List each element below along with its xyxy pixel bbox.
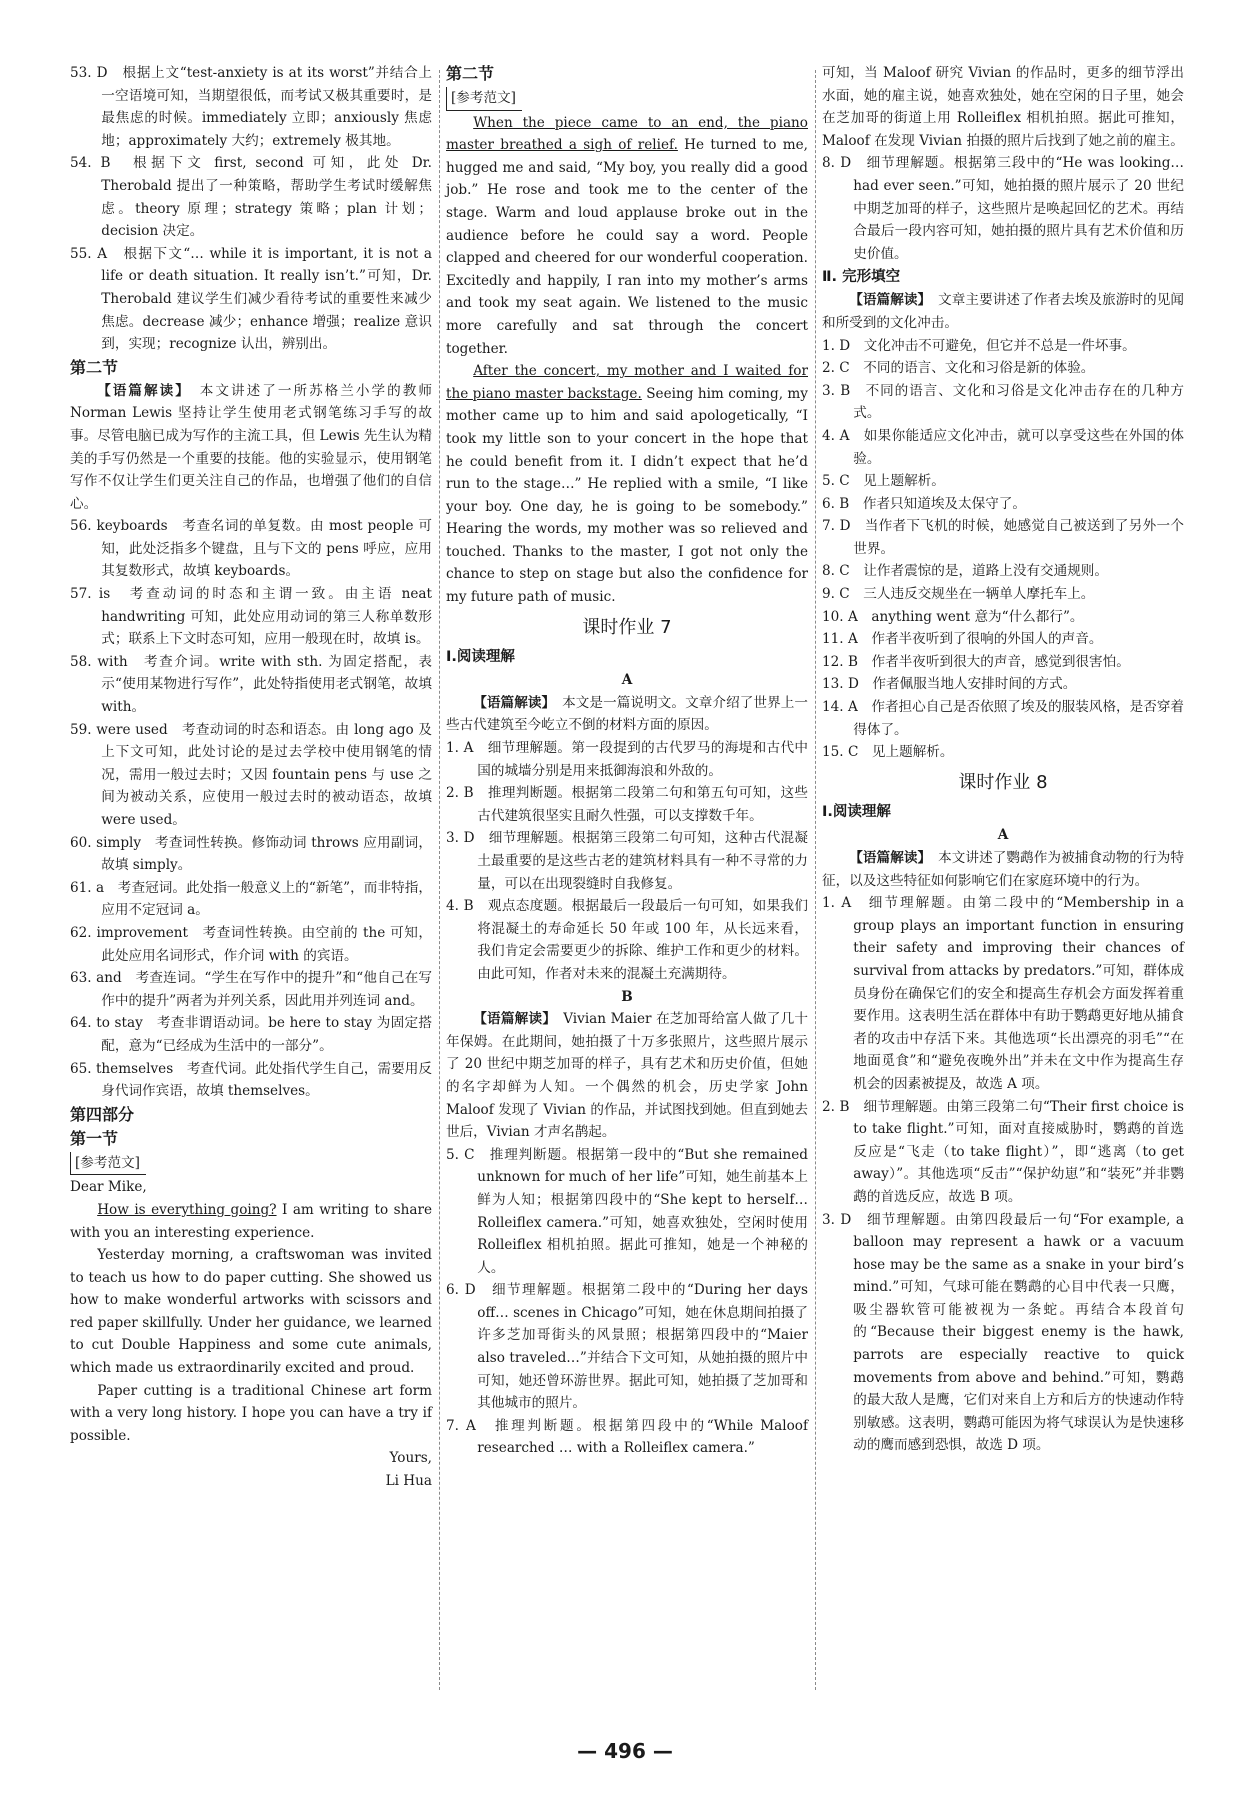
answer-item: 3. D 细节理解题。由第四段最后一句“For example, a balloon may represent a hawk or a vacuum hose may be the same as a snake in your bird’s mind.”可知，气球可能在鹦鹉的心目中代表一只鹰，吸尘器软管可能被视为一条蛇。再结合本段首句的“Because their biggest enemy is the hawk, parrots are especially reactive to quick movements from above and behind.”可知，鹦鹉的最大敌人是鹰，它们对来自上方和后方的快速动作特别敏感。这表明，鹦鹉可能因为将气球误认为是快速移动的鹰而感到恐惧，故选 D 项。 bbox=[822, 1211, 1184, 1454]
answer-item: 7. D 当作者下飞机的时候，她感觉自己被送到了另外一个世界。 bbox=[822, 518, 1184, 557]
answer-item: 14. A 作者担心自己是否依照了埃及的服装风格，是否穿着得体了。 bbox=[822, 699, 1185, 738]
text-paragraph bbox=[446, 692, 808, 737]
column-middle bbox=[446, 62, 808, 1460]
section-heading: Ⅰ.阅读理解 bbox=[446, 649, 515, 666]
paragraph-text: 本文是一篇说明文。文章介绍了世界上一些古代建筑至今屹立不倒的材料方面的原因。 bbox=[446, 694, 809, 734]
text-paragraph bbox=[446, 112, 808, 361]
answer-item: 4. A 如果你能适应文化冲击，就可以享受这些在外国的体验。 bbox=[822, 427, 1184, 467]
underlined-sentence: When the piece came to an end, the piano master breathed a sigh of relief. bbox=[446, 114, 808, 154]
answer-item: 12. B 作者半夜听到很大的声音，感觉到很害怕。 bbox=[822, 653, 1130, 670]
underlined-sentence: After the concert, my mother and I waited for the piano master backstage. bbox=[446, 363, 808, 402]
answer-item: 5. C 推理判断题。根据第一段中的“But she remained unknown for much of her life”可知，她生前基本上鲜为人知；根据第四段中的“She kept to herself… Rolleiflex camera.”可知，她喜欢独处，空闲时使用 Rolleiflex 相机拍照。据此可推知，她是一个神秘的人。 bbox=[446, 1146, 808, 1276]
answer-item: 55. A 根据下文“… while it is important, it is not a life or death situation. It really isn’t.”可知，Dr. Therobald 建议学生们减少看待考试的重要性来减少焦虑。decrease 减少；enhance 增强；realize 意识到，实现；recognize 认出，辨别出。 bbox=[70, 245, 432, 353]
answer-item: 62. improvement 考查词性转换。由空前的 the 可知，此处应用名词形式，作介词 with 的宾语。 bbox=[70, 924, 432, 964]
section-heading: Ⅰ.阅读理解 bbox=[822, 804, 891, 821]
answer-item: 56. keyboards 考查名词的单复数。由 most people 可知，此处泛指多个键盘，且与下文的 pens 呼应，应用其复数形式，故填 keyboards。 bbox=[70, 518, 432, 580]
analysis-label: 【语篇解读】 bbox=[849, 850, 925, 866]
text-paragraph bbox=[822, 847, 1184, 892]
section-heading: 第四部分 bbox=[70, 1104, 135, 1124]
answer-item: 1. A 细节理解题。第一段提到的古代罗马的海堤和古代中国的城墙分别是用来抵御海浪和外敌的。 bbox=[446, 740, 808, 779]
column-right bbox=[822, 62, 1184, 1457]
text-paragraph bbox=[70, 380, 432, 516]
answer-item: 54. B 根据下文 first, second 可知，此处 Dr. Therobald 提出了一种策略，帮助学生考试时缓解焦虑。theory 原理；strategy 策略；plan 计划；decision 决定。 bbox=[70, 155, 432, 240]
passage-label: B bbox=[621, 988, 633, 1005]
answer-item: 3. D 细节理解题。根据第三段第二句可知，这种古代混凝土最重要的是这些古老的建筑材料具有一种不寻常的力量，可以在出现裂缝时自我修复。 bbox=[446, 830, 808, 892]
answer-item: 57. is 考查动词的时态和主谓一致。由主语 neat handwriting 可知，此处应用动词的第三人称单数形式；联系上下文时态可知，应用一般现在时，故填 is。 bbox=[70, 586, 432, 648]
section-heading: 第一节 bbox=[70, 1128, 119, 1148]
paragraph-text: Seeing him coming, my mother came up to him and said apologetically, “I took my little son to your concert in the hope that he could benefit from it. I didn’t expect that he’d run to the stage…” He replied with a smile, “I like your boy. One day, he is going to be somebody.” Hearing the words, my mother was so relieved and touched. Thanks to the master, I got not only the chance to step on stage but also the confidence for my future path of music. bbox=[446, 385, 808, 606]
answer-item: 59. were used 考查动词的时态和语态。由 long ago 及上下文可知，此处讨论的是过去学校中使用钢笔的情况，需用一般过去时；又因 fountain pens 与 use 之间为被动关系，应使用一般过去时的被动语态，故填 were used。 bbox=[70, 721, 432, 828]
answer-item: 2. C 不同的语言、文化和习俗是新的体验。 bbox=[822, 360, 1095, 377]
answer-item: 13. D 作者佩服当地人安排时间的方式。 bbox=[822, 676, 1077, 693]
answer-item: 1. D 文化冲击不可避免，但它并不总是一件坏事。 bbox=[822, 337, 1136, 354]
analysis-label: 【语篇解读】 bbox=[473, 1011, 550, 1028]
paragraph-text: Yesterday morning, a craftswoman was invited to teach us how to do paper cutting. She showed us how to make wonderful artworks with scissors and red paper skillfully. Under her guidance, we learned to cut Double Happiness and some cute animals, which made us extraordinarily excited and proud. bbox=[70, 1247, 432, 1377]
section-heading: Ⅱ. 完形填空 bbox=[822, 269, 901, 286]
text-paragraph bbox=[446, 1008, 808, 1144]
answer-item: 11. A 作者半夜听到了很响的外国人的声音。 bbox=[822, 631, 1103, 648]
answer-item: 7. A 推理判断题。根据第四段中的“While Maloof researched … with a Rolleiflex camera.” bbox=[446, 1417, 808, 1457]
paragraph-text: 本文讲述了鹦鹉作为被捕食动物的行为特征，以及这些特征如何影响它们在家庭环境中的行为。 bbox=[822, 850, 1185, 889]
text-paragraph bbox=[70, 1199, 432, 1244]
text-paragraph bbox=[70, 1244, 432, 1380]
answer-item: 65. themselves 考查代词。此处指代学生自己，需要用反身代词作宾语，故填 themselves。 bbox=[70, 1060, 432, 1100]
answer-item: 6. B 作者只知道埃及太保守了。 bbox=[822, 495, 1026, 512]
letter-signoff: Li Hua bbox=[385, 1473, 432, 1490]
answer-item: 63. and 考查连词。“学生在写作中的提升”和“他自己在写作中的提升”两者为并列关系，因此用并列连词 and。 bbox=[70, 970, 432, 1009]
paragraph-text: 本文讲述了一所苏格兰小学的教师 Norman Lewis 坚持让学生使用老式钢笔练习手写的故事。尽管电脑已成为写作的主流工具，但 Lewis 先生认为精美的手写仍然是一个重要的技能。他的实验显示，使用钢笔写作不仅让学生们更关注自己的作品，也增强了他们的自信心。 bbox=[70, 382, 432, 512]
answer-item: 15. C 见上题解析。 bbox=[822, 744, 954, 761]
section-heading: 第二节 bbox=[446, 64, 495, 83]
answer-item: 1. A 细节理解题。由第二段中的“Membership in a group plays an important function in ensuring their safety and improving their chances of survival from attacks by predators.”可知，群体成员身份在确保它们的安全和提高生存机会方面发挥着重要作用。这表明生活在群体中有助于鹦鹉更好地从捕食者的攻击中存活下来。其他选项“长出漂亮的羽毛”“在地面觅食”和“避免夜晚外出”并未在文中作为提高生存机会的因素被提及，故选 A 项。 bbox=[822, 895, 1184, 1092]
text-paragraph bbox=[446, 360, 808, 609]
answer-item: 53. D 根据上文“test-anxiety is at its worst”并结合上一空语境可知，当期望很低，而考试又极其重要时，是最焦虑的时候。immediately 立即；anxiously 焦虑地；approximately 大约；extremely 极其地。 bbox=[70, 65, 432, 149]
analysis-label: 【语篇解读】 bbox=[473, 694, 549, 711]
letter-signoff: Yours, bbox=[389, 1450, 432, 1467]
reference-tag-row bbox=[70, 1151, 432, 1177]
paragraph-text: Vivian Maier 在芝加哥给富人做了几十年保姆。在此期间，她拍摄了十万多张照片，这些照片展示了 20 世纪中期芝加哥的样子，具有艺术和历史价值，但她的名字却鲜为人知。一个偶然的机会，历史学家 John Maloof 发现了 Vivian 的作品，并试图找到她。但直到她去世后，Vivian 才声名鹊起。 bbox=[446, 1011, 808, 1141]
underlined-sentence: How is everything going? bbox=[97, 1201, 277, 1218]
passage-label: A bbox=[621, 672, 633, 689]
answer-item: 4. B 观点态度题。根据最后一段最后一句可知，如果我们将混凝土的寿命延长 50 年或 100 年，从长远来看，我们肯定会需要更少的拆除、维护工作和更少的材料。由此可知，作者对未来的混凝土充满期待。 bbox=[446, 898, 808, 982]
column-divider bbox=[815, 70, 816, 1690]
page-number: — 496 — bbox=[577, 1739, 673, 1763]
answer-item: 6. D 细节理解题。根据第二段中的“During her days off… scenes in Chicago”可知，她在休息期间拍摄了许多芝加哥街头的风景照；根据第四段中的“Maier also traveled…”并结合下文可知，从她拍摄的照片中可知，她还曾环游世界。据此可知，她拍摄了芝加哥和其他城市的照片。 bbox=[446, 1282, 808, 1412]
text-paragraph: Dear Mike, bbox=[70, 1179, 147, 1196]
paragraph-text: 文章主要讲述了作者去埃及旅游时的见闻和所受到的文化冲击。 bbox=[822, 292, 1185, 331]
answer-item: 9. C 三人违反交规坐在一辆单人摩托车上。 bbox=[822, 586, 1095, 603]
answer-item: 60. simply 考查词性转换。修饰动词 throws 应用副词，故填 simply。 bbox=[70, 834, 432, 874]
paragraph-text: He turned to me, hugged me and said, “My boy, you really did a good job.” He rose and took me to the center of the stage. Warm and loud applause broke out in the audience before he could say a word. People clapped and cheered for our wonderful cooperation. Excitedly and happily, I ran into my mother’s arms and took my seat again. We listened to the music more carefully and sat through the concert together. bbox=[446, 137, 808, 357]
text-paragraph bbox=[70, 1380, 432, 1448]
lesson-title: 课时作业 7 bbox=[582, 616, 672, 638]
lesson-title: 课时作业 8 bbox=[958, 771, 1048, 793]
reference-tag: [参考范文] bbox=[70, 1152, 146, 1176]
answer-item: 61. a 考查冠词。此处指一般意义上的“新笔”，而非特指，应用不定冠词 a。 bbox=[70, 879, 432, 919]
answer-item: 2. B 推理判断题。根据第二段第二句和第五句可知，这些古代建筑很坚实且耐久性强，可以支撑数千年。 bbox=[446, 785, 808, 824]
column-left bbox=[70, 62, 432, 1493]
text-paragraph bbox=[822, 289, 1184, 334]
answer-item: 58. with 考查介词。write with sth. 为固定搭配，表示“使用某物进行写作”，此处特指使用老式钢笔，故填 with。 bbox=[70, 653, 432, 716]
analysis-label: 【语篇解读】 bbox=[97, 382, 185, 399]
column-divider bbox=[439, 70, 440, 1690]
answer-item: 10. A anything went 意为“什么都行”。 bbox=[822, 608, 1084, 625]
answer-item: 3. B 不同的语言、文化和习俗是文化冲击存在的几种方式。 bbox=[822, 382, 1184, 422]
answer-item: 5. C 见上题解析。 bbox=[822, 473, 945, 490]
answer-item: 2. B 细节理解题。由第三段第二句“Their first choice is to take flight.”可知，面对直接威胁时，鹦鹉的首选反应是“飞走（to take flight）”，即“逃离（to get away）”。其他选项“反击”“保护幼崽”和“装死”并非鹦鹉的首选反应，故选 B 项。 bbox=[822, 1098, 1184, 1205]
analysis-label: 【语篇解读】 bbox=[849, 292, 925, 309]
paragraph-text: I am writing to share with you an interesting experience. bbox=[70, 1201, 432, 1241]
reference-tag: [参考范文] bbox=[446, 87, 522, 111]
answer-item: 8. D 细节理解题。根据第三段中的“He was looking… had ever seen.”可知，她拍摄的照片展示了 20 世纪中期芝加哥的样子，这些照片是唤起回忆的艺术。再结合最后一段内容可知，她拍摄的照片具有艺术价值和历史价值。 bbox=[822, 155, 1184, 262]
answer-item: 8. C 让作者震惊的是，道路上没有交通规则。 bbox=[822, 563, 1108, 580]
paragraph-text: Paper cutting is a traditional Chinese art form with a very long history. I hope you can have a try if possible. bbox=[70, 1382, 432, 1444]
text-paragraph: 可知，当 Maloof 研究 Vivian 的作品时，更多的细节浮出水面，她的雇主说，她喜欢独处，她在空闲的日子里，她会在芝加哥的街道上用 Rolleiflex 相机拍照。据此可推知，Maloof 在发现 Vivian 拍摄的照片后找到了她之前的雇主。 bbox=[822, 65, 1184, 149]
answer-item: 64. to stay 考查非谓语动词。be here to stay 为固定搭配，意为“已经成为生活中的一部分”。 bbox=[70, 1015, 432, 1054]
passage-label: A bbox=[997, 827, 1009, 844]
section-heading: 第二节 bbox=[70, 357, 119, 377]
reference-tag-row bbox=[446, 86, 808, 112]
